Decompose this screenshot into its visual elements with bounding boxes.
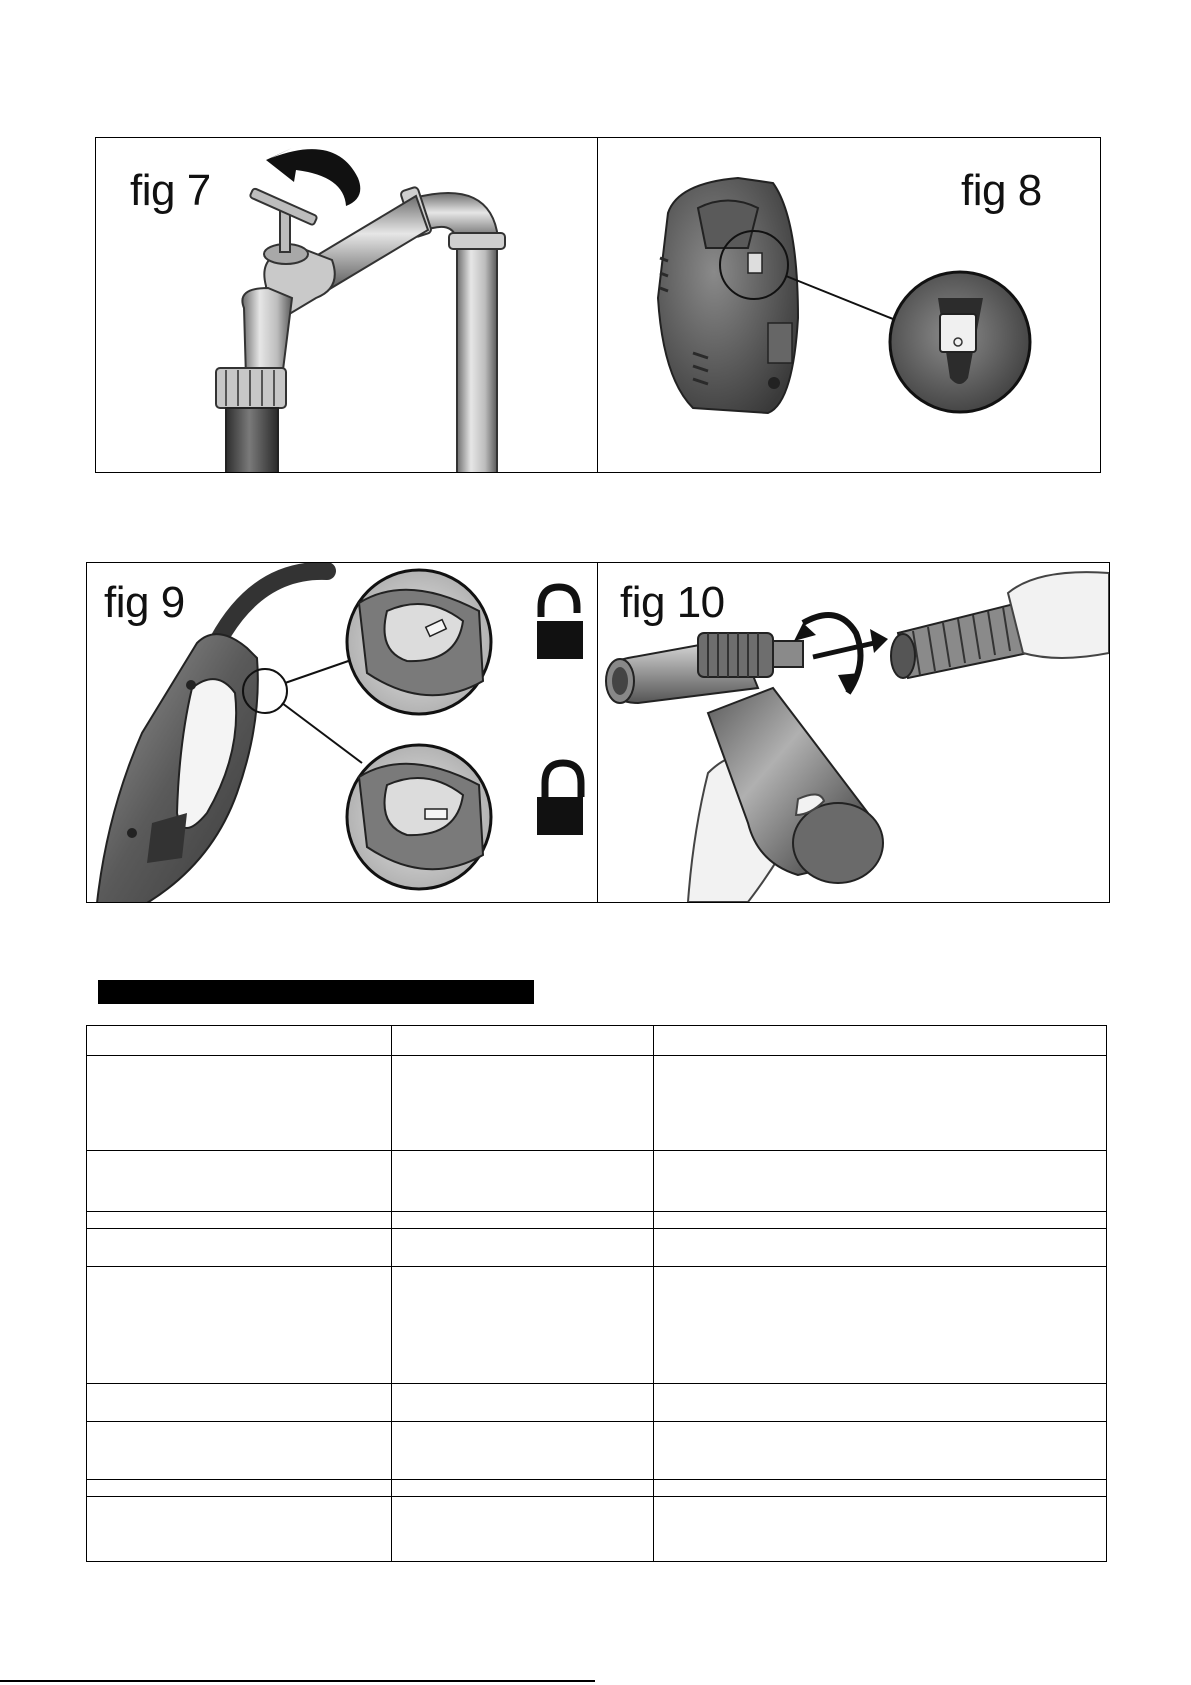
padlock-unlocked-icon xyxy=(537,587,583,659)
fig9-label: fig 9 xyxy=(104,578,185,627)
table-row xyxy=(87,1151,1107,1212)
footer-rule xyxy=(0,1680,595,1682)
table-cell xyxy=(654,1229,1107,1267)
table-row xyxy=(87,1480,1107,1497)
fig10-label: fig 10 xyxy=(620,578,725,627)
table-row xyxy=(87,1384,1107,1422)
table-cell xyxy=(87,1212,392,1229)
table-row xyxy=(87,1229,1107,1267)
direction-arrow-icon xyxy=(813,629,888,657)
troubleshooting-table xyxy=(86,1025,1107,1562)
table-cell xyxy=(392,1212,654,1229)
table-cell xyxy=(392,1497,654,1562)
section-heading-bar xyxy=(98,980,534,1004)
table-row xyxy=(87,1056,1107,1151)
table-cell xyxy=(87,1151,392,1212)
header-cell xyxy=(87,1026,392,1056)
table-cell xyxy=(392,1422,654,1480)
padlock-locked-icon xyxy=(537,763,583,835)
table-cell xyxy=(392,1056,654,1151)
table-cell xyxy=(654,1212,1107,1229)
table-cell xyxy=(392,1151,654,1212)
table-cell xyxy=(654,1056,1107,1151)
table-cell xyxy=(87,1480,392,1497)
table-cell xyxy=(654,1422,1107,1480)
table-cell xyxy=(87,1497,392,1562)
header-cell xyxy=(392,1026,654,1056)
fig8-panel xyxy=(597,137,1101,473)
table-cell xyxy=(654,1480,1107,1497)
counterclockwise-arrow-icon xyxy=(266,148,360,206)
fig8-label: fig 8 xyxy=(961,166,1042,215)
table-row xyxy=(87,1497,1107,1562)
table-row xyxy=(87,1267,1107,1384)
table-header-row xyxy=(87,1026,1107,1056)
table-cell xyxy=(392,1384,654,1422)
table-cell xyxy=(87,1229,392,1267)
table-cell xyxy=(654,1267,1107,1384)
table-cell xyxy=(654,1497,1107,1562)
table-cell xyxy=(87,1384,392,1422)
header-cell xyxy=(654,1026,1107,1056)
table-cell xyxy=(87,1422,392,1480)
table-cell xyxy=(654,1384,1107,1422)
table-cell xyxy=(87,1056,392,1151)
table-cell xyxy=(654,1151,1107,1212)
table-cell xyxy=(392,1229,654,1267)
fig9-panel xyxy=(86,562,599,903)
fig10-panel xyxy=(597,562,1110,903)
fig7-label: fig 7 xyxy=(130,166,211,215)
table-row xyxy=(87,1212,1107,1229)
table-cell xyxy=(392,1480,654,1497)
table-cell xyxy=(392,1267,654,1384)
fig7-panel xyxy=(95,137,599,473)
table-cell xyxy=(87,1267,392,1384)
table-row xyxy=(87,1422,1107,1480)
